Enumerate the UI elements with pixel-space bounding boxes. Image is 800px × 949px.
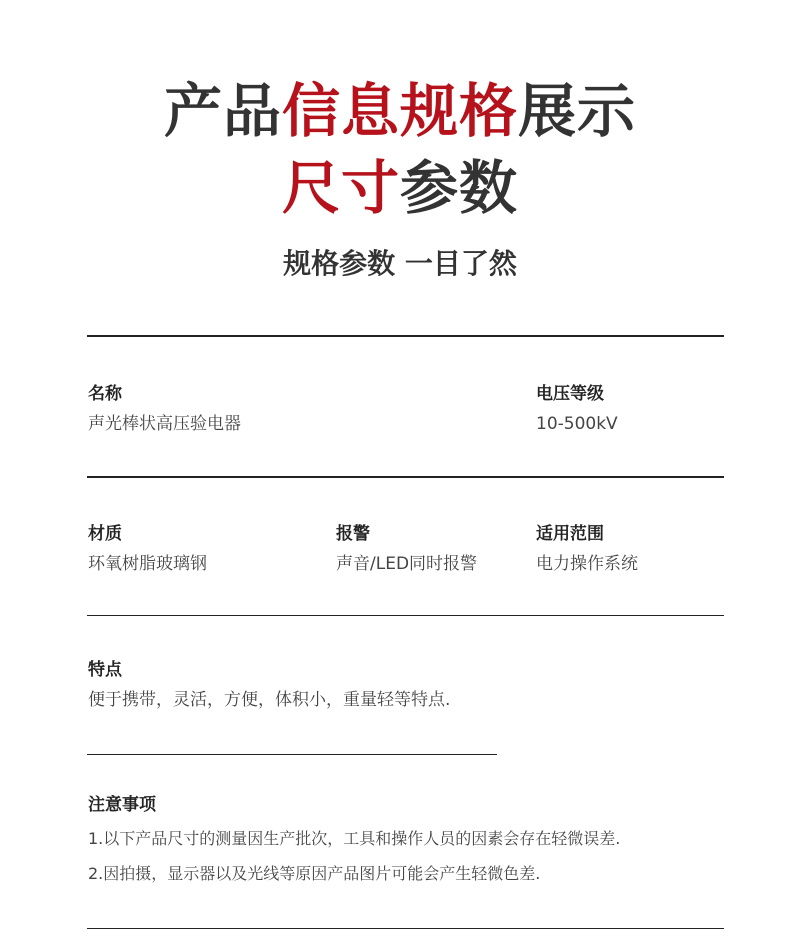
divider-bottom bbox=[87, 928, 724, 929]
divider-top bbox=[87, 335, 724, 337]
note-item-2: 2.因拍摄，显示器以及光线等原因产品图片可能会产生轻微色差. bbox=[88, 864, 541, 883]
title-suffix: 展示 bbox=[518, 77, 637, 145]
spec-voltage-value: 10-500kV bbox=[536, 414, 618, 434]
spec-name-label: 名称 bbox=[88, 384, 122, 404]
spec-scope-label: 适用范围 bbox=[536, 524, 604, 544]
page-title-line-1 bbox=[0, 78, 800, 144]
notes-section bbox=[88, 794, 156, 816]
title-highlight: 信息规格 bbox=[281, 77, 518, 145]
title-prefix: 产品 bbox=[163, 77, 282, 145]
spec-scope-value: 电力操作系统 bbox=[536, 554, 638, 574]
spec-name-value: 声光棒状高压验电器 bbox=[88, 414, 241, 434]
spec-material-value: 环氧树脂玻璃钢 bbox=[88, 554, 207, 574]
title2-suffix: 参数 bbox=[400, 154, 519, 222]
spec-material-label: 材质 bbox=[88, 524, 122, 544]
notes-label: 注意事项 bbox=[88, 795, 156, 815]
spec-features-label: 特点 bbox=[88, 660, 122, 680]
spec-material bbox=[88, 523, 207, 575]
spec-alarm-value: 声音/LED同时报警 bbox=[336, 554, 478, 574]
spec-features-value: 便于携带，灵活，方便，体积小，重量轻等特点. bbox=[88, 690, 451, 710]
page-subtitle: 规格参数 一目了然 bbox=[283, 247, 517, 280]
spec-voltage-label: 电压等级 bbox=[536, 384, 604, 404]
spec-name bbox=[88, 383, 241, 435]
divider-4 bbox=[87, 754, 497, 755]
title2-highlight: 尺寸 bbox=[281, 154, 400, 222]
spec-scope bbox=[536, 523, 638, 575]
spec-features bbox=[88, 659, 450, 711]
spec-alarm-label: 报警 bbox=[336, 524, 370, 544]
page-title-line-2 bbox=[0, 155, 800, 221]
note-item-1: 1.以下产品尺寸的测量因生产批次，工具和操作人员的因素会存在轻微误差. bbox=[88, 829, 621, 848]
divider-3 bbox=[87, 615, 724, 616]
divider-2 bbox=[87, 476, 724, 478]
spec-alarm bbox=[336, 523, 477, 575]
spec-voltage bbox=[536, 383, 618, 435]
